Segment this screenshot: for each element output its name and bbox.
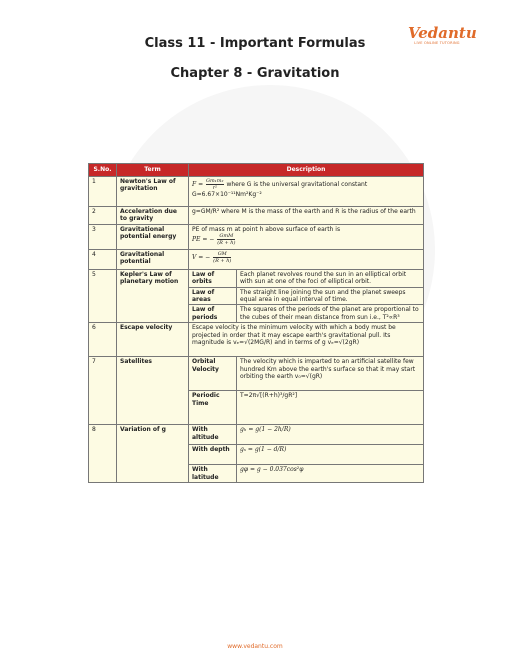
logo-text: Vedantu: [408, 24, 477, 42]
row-description: [189, 249, 424, 269]
sub-label: With altitude: [189, 425, 237, 445]
row-number: 4: [89, 249, 117, 269]
row-number: 3: [89, 224, 117, 249]
table-row: [89, 177, 424, 207]
table-header-row: [89, 164, 424, 177]
row-term: Newton's Law of gravitation: [117, 177, 189, 207]
row-description: PE of mass m at point h above surface of earth is PE = − $\frac{\text{GmM}}{(R + h)}$: [189, 224, 424, 249]
altitude-equation: gₕ = g(1 − 2h/R): [237, 425, 424, 445]
latitude-equation: gφ = g − 0.037cos²φ: [237, 465, 424, 483]
law-name: Law of areas: [189, 287, 237, 305]
page-title: Class 11 - Important Formulas: [144, 36, 366, 51]
logo-tagline: LIVE ONLINE TUTORING: [414, 41, 460, 45]
pe-equation: PE = − $\frac{\text{GmM}}{(R + h)}$: [192, 233, 236, 247]
law-text: The straight line joining the sun and the planet sweeps equal area in equal interval of time.: [237, 287, 424, 305]
table-row: [89, 425, 424, 445]
row-term: Variation of g: [117, 425, 189, 483]
footer-link[interactable]: www.vedantu.com: [227, 643, 283, 650]
row-term: Acceleration due to gravity: [117, 207, 189, 225]
table-row: [89, 224, 424, 249]
table-row: [89, 269, 424, 287]
row-description: Escape velocity is the minimum velocity with which a body must be projected in order that it may escape earth's gravitational pull. Its magnitude is vₑ=√(2MG/R) and in terms of g vₑ=√(2gR): [189, 323, 424, 357]
force-equation: F = $\frac{\text{Gm₁m₂}}{\text{r²}}$: [192, 178, 224, 191]
sub-text: T=2π√[(R+h)³/gR²]: [237, 391, 424, 425]
sub-label: With depth: [189, 445, 237, 465]
formula-table: [88, 163, 424, 483]
g-constant: G=6.67×10⁻¹¹Nm²Kg⁻²: [192, 191, 262, 198]
chapter-title: Chapter 8 - Gravitation: [170, 66, 340, 81]
row-number: 2: [89, 207, 117, 225]
table-row: [89, 207, 424, 225]
table-row: [89, 357, 424, 391]
row-description: F = $\frac{\text{Gm₁m₂}}{\text{r²}}$ where G is the universal gravitational constant G=6.67×10⁻¹¹Nm²Kg⁻²: [189, 177, 424, 207]
potential-equation: V = − $\frac{GM}{(R + h)}$: [192, 250, 232, 264]
sub-label: Periodic Time: [189, 391, 237, 425]
row-term: Gravitational potential energy: [117, 224, 189, 249]
row-number: 5: [89, 269, 117, 322]
table-row: [89, 249, 424, 269]
row-number: 7: [89, 357, 117, 425]
table-row: [89, 323, 424, 357]
sub-label: With latitude: [189, 465, 237, 483]
row-number: 8: [89, 425, 117, 483]
law-name: Law of orbits: [189, 269, 237, 287]
sub-label: Orbital Velocity: [189, 357, 237, 391]
law-name: Law of periods: [189, 305, 237, 323]
col-header-sno: S.No.: [89, 164, 117, 177]
row-description: g=GM/R² where M is the mass of the earth and R is the radius of the earth: [189, 207, 424, 225]
col-header-term: Term: [117, 164, 189, 177]
row-term: Gravitational potential: [117, 249, 189, 269]
sub-text: The velocity which is imparted to an artificial satellite few hundred Km above the earth's surface so that it may start orbiting the earth v₀=√(gR): [237, 357, 424, 391]
law-text: The squares of the periods of the planet are proportional to the cubes of their mean distance from sun i.e., T²∝R³: [237, 305, 424, 323]
row-term: Satellites: [117, 357, 189, 425]
row-number: 1: [89, 177, 117, 207]
row-number: 6: [89, 323, 117, 357]
depth-equation: gₓ = g(1 − d/R): [237, 445, 424, 465]
row-term: Escape velocity: [117, 323, 189, 357]
row-term: Kepler's Law of planetary motion: [117, 269, 189, 322]
col-header-description: Description: [189, 164, 424, 177]
law-text: Each planet revolves round the sun in an elliptical orbit with sun at one of the foci of elliptical orbit.: [237, 269, 424, 287]
